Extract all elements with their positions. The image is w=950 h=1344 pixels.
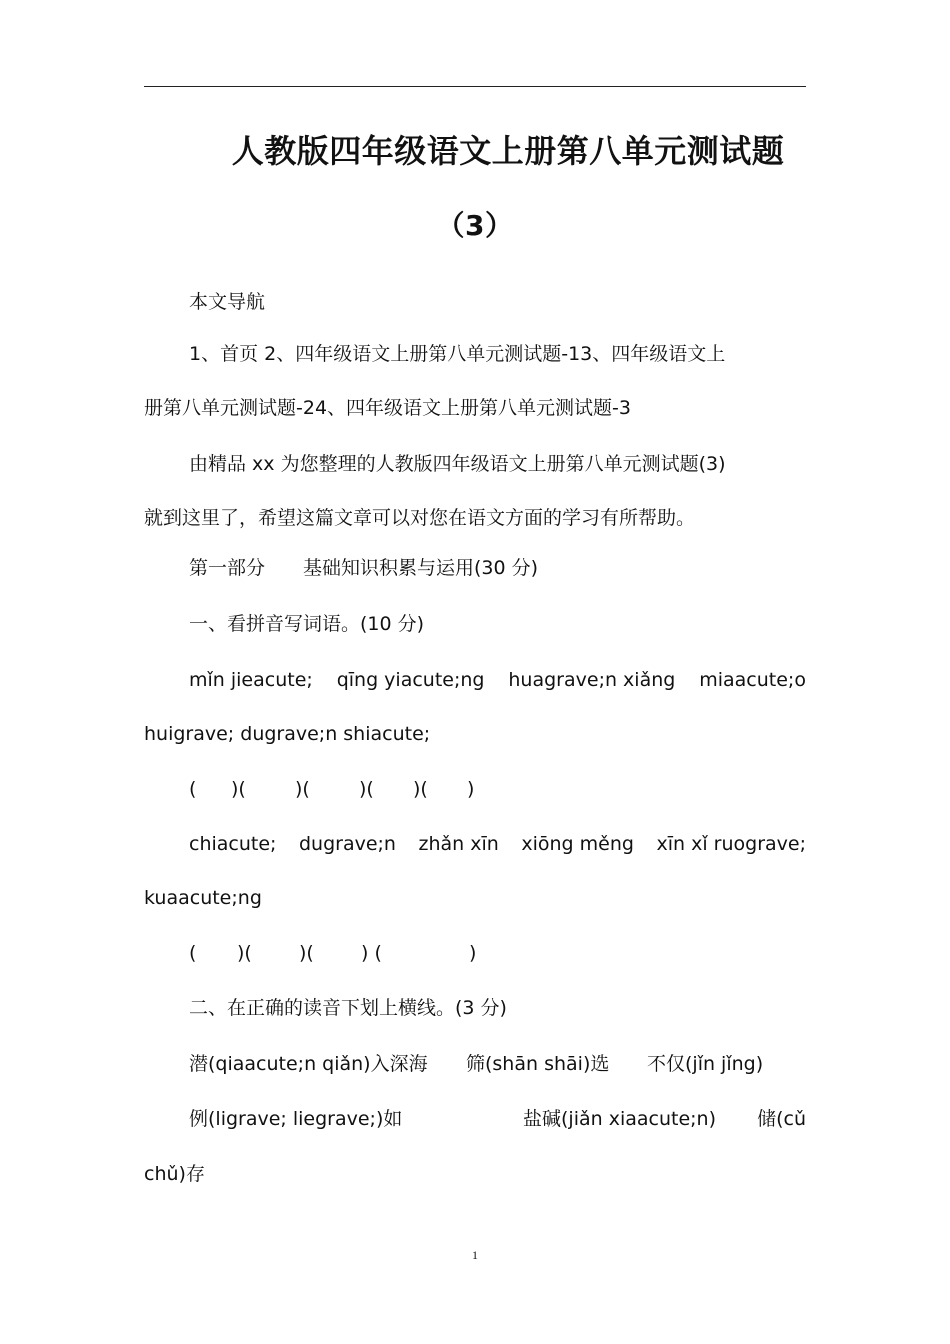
pinyin-item: zhǎn xīn [418,833,499,855]
q1-pinyin-row-1-cont: huigrave; dugrave;n shiacute; [144,723,431,745]
blank-paren: )( [231,778,246,800]
blank-paren: ) ( [361,942,382,964]
q2-row-2-cont: chǔ)存 [144,1163,205,1185]
reading-item: 筛(shān shāi)选 [466,1053,610,1075]
reading-item: 潜(qiaacute;n qiǎn)入深海 [189,1053,428,1075]
blank-paren: ( [189,942,197,964]
nav-line-2: 册第八单元测试题-24、四年级语文上册第八单元测试题-3 [144,397,631,419]
blank-paren: )( [299,942,314,964]
pinyin-item: xīn xǐ ruograve; [656,833,806,855]
header-rule [144,86,806,87]
q1-pinyin-row-1 [144,668,806,692]
intro-line-1: 由精品 xx 为您整理的人教版四年级语文上册第八单元测试题(3) [189,453,726,475]
reading-item: 盐碱(jiǎn xiaacute;n) [523,1108,716,1130]
nav-heading: 本文导航 [189,291,266,313]
page-number: 1 [472,1248,478,1262]
blank-paren: )( [359,778,374,800]
q1-pinyin-row-2-cont: kuaacute;ng [144,887,262,909]
blank-paren: ) [467,778,475,800]
blank-paren: ( [189,778,197,800]
blank-paren: )( [413,778,428,800]
blank-paren: )( [295,778,310,800]
document-title-number: （3） [436,209,514,242]
nav-line-1: 1、首页 2、四年级语文上册第八单元测试题-13、四年级语文上 [189,343,726,365]
reading-item: 例(ligrave; liegrave;)如 [189,1108,403,1130]
pinyin-item: xiōng měng [521,833,634,855]
pinyin-item: qīng yiacute;ng [336,669,485,691]
part1-heading: 第一部分 基础知识积累与运用(30 分) [189,557,539,579]
blank-paren: )( [237,942,252,964]
pinyin-item: huagrave;n xiǎng [508,669,676,691]
pinyin-item: chiacute; [189,833,277,855]
intro-line-2: 就到这里了，希望这篇文章可以对您在语文方面的学习有所帮助。 [144,507,696,529]
q2-heading: 二、在正确的读音下划上横线。(3 分) [189,997,507,1019]
pinyin-item: dugrave;n [298,833,396,855]
pinyin-item: mǐn jieacute; [189,669,313,691]
document-title: 人教版四年级语文上册第八单元测试题 [231,132,785,170]
q1-heading: 一、看拼音写词语。(10 分) [189,613,425,635]
reading-item: 储(cǔ [757,1108,806,1130]
q1-pinyin-row-2 [144,832,806,856]
pinyin-item: miaacute;o [699,669,806,691]
blank-paren: ) [469,942,477,964]
reading-item: 不仅(jǐn jǐng) [647,1053,764,1075]
